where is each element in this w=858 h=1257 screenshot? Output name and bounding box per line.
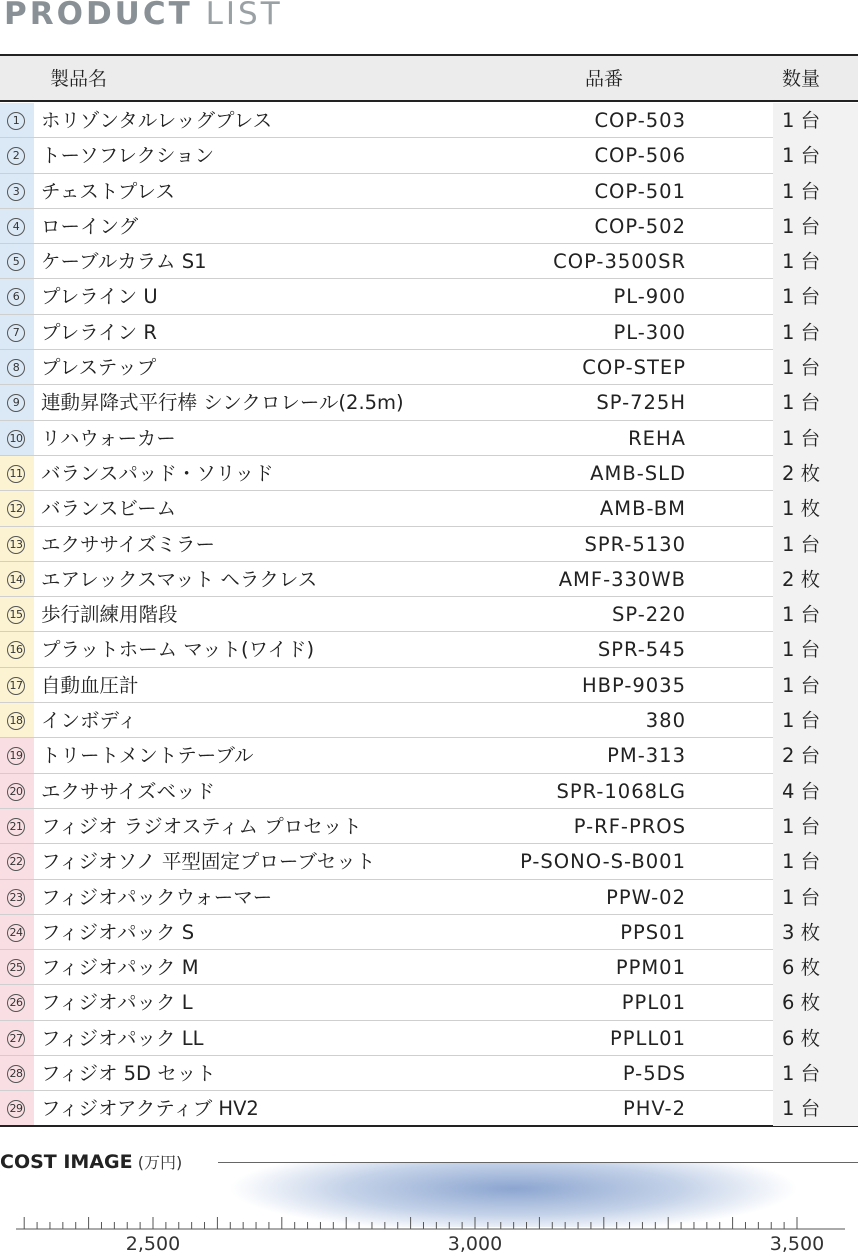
row-number: 2	[7, 147, 25, 165]
row-number: 19	[7, 747, 25, 765]
table-row	[0, 456, 858, 491]
cost-image-title: COST IMAGE	[0, 1151, 133, 1173]
product-name: プラットホーム マット(ワイド)	[41, 638, 315, 662]
table-row	[0, 421, 858, 456]
row-number: 23	[7, 889, 25, 907]
product-qty: 2 枚	[782, 567, 821, 591]
table-row	[0, 668, 858, 703]
product-code: 380	[645, 709, 686, 733]
product-code: PPLL01	[609, 1026, 686, 1050]
product-code: COP-STEP	[582, 356, 686, 380]
product-name: 自動血圧計	[41, 673, 139, 697]
product-qty: 1 台	[782, 1097, 821, 1121]
product-name: エクササイズミラー	[41, 532, 215, 556]
table-header	[0, 54, 858, 102]
table-row	[0, 1056, 858, 1091]
product-code: AMB-BM	[599, 497, 686, 521]
row-number: 4	[7, 218, 25, 236]
product-qty: 1 台	[782, 109, 821, 132]
product-code: SPR-1068LG	[556, 779, 686, 803]
table-row	[0, 1091, 858, 1126]
product-code: REHA	[628, 426, 686, 450]
header-name: 製品名	[50, 68, 108, 90]
cost-image-label	[0, 1150, 182, 1173]
product-qty: 1 台	[782, 179, 821, 203]
product-qty: 1 台	[782, 885, 821, 909]
table-row	[0, 809, 858, 844]
product-qty: 4 台	[782, 779, 821, 803]
product-name: トリートメントテーブル	[41, 744, 254, 768]
product-code: SP-725H	[596, 391, 686, 415]
row-number: 14	[7, 571, 25, 589]
table-row	[0, 527, 858, 562]
product-code: COP-501	[594, 179, 686, 203]
product-code: PPL01	[621, 991, 686, 1015]
table-row	[0, 244, 858, 279]
product-qty: 2 枚	[782, 461, 821, 485]
product-qty: 6 枚	[782, 991, 821, 1015]
row-number: 18	[7, 712, 25, 730]
row-number: 29	[7, 1100, 25, 1118]
row-number: 27	[7, 1030, 25, 1048]
product-code: COP-506	[594, 144, 686, 168]
row-number: 21	[7, 818, 25, 836]
product-code: COP-502	[594, 214, 686, 238]
product-qty: 1 台	[782, 638, 821, 662]
product-name: プレライン U	[41, 285, 158, 309]
page-title-light: LIST	[205, 0, 283, 32]
product-name: エクササイズベッド	[41, 779, 215, 803]
header-code: 品番	[585, 68, 624, 90]
row-number: 24	[7, 924, 25, 942]
axis-tick-label: 3,000	[447, 1233, 503, 1255]
row-number: 20	[7, 783, 25, 801]
product-code: SPR-545	[597, 638, 686, 662]
product-name: プレライン R	[41, 320, 157, 344]
row-number: 17	[7, 677, 25, 695]
row-number: 7	[7, 324, 25, 342]
product-qty: 3 枚	[782, 920, 821, 944]
header-qty: 数量	[782, 68, 821, 90]
row-number: 3	[7, 183, 25, 201]
product-code: AMB-SLD	[590, 461, 686, 485]
product-qty: 1 台	[782, 285, 821, 309]
row-number: 15	[7, 606, 25, 624]
product-code: COP-3500SR	[553, 250, 686, 274]
product-name: フィジオ 5D セット	[41, 1062, 216, 1086]
product-qty: 1 台	[782, 214, 821, 238]
table-row	[0, 350, 858, 385]
row-number: 5	[7, 253, 25, 271]
product-code: PL-900	[613, 285, 686, 309]
product-name: フィジオ ラジオスティム プロセット	[41, 814, 362, 838]
product-name: チェストプレス	[41, 179, 175, 203]
product-qty: 1 台	[782, 144, 821, 168]
product-qty: 1 台	[782, 391, 821, 415]
product-code: P-RF-PROS	[573, 814, 686, 838]
product-name: フィジオパック M	[41, 956, 199, 980]
row-number: 26	[7, 994, 25, 1012]
table-row	[0, 209, 858, 244]
product-qty: 1 台	[782, 1062, 821, 1086]
product-qty: 6 枚	[782, 956, 821, 980]
product-qty: 1 台	[782, 426, 821, 450]
table-row	[0, 174, 858, 209]
axis-tick-label: 3,500	[769, 1233, 825, 1255]
product-name: フィジオパック L	[41, 991, 193, 1015]
product-qty: 1 台	[782, 814, 821, 838]
table-row	[0, 315, 858, 350]
product-qty: 1 台	[782, 532, 821, 556]
row-number: 12	[7, 500, 25, 518]
product-qty: 1 台	[782, 320, 821, 344]
page-title	[4, 0, 283, 34]
table-row	[0, 385, 858, 420]
product-qty: 6 枚	[782, 1026, 821, 1050]
product-qty: 1 枚	[782, 497, 821, 521]
row-number: 1	[7, 112, 25, 130]
product-code: AMF-330WB	[558, 567, 686, 591]
product-code: PL-300	[613, 320, 686, 344]
table-row	[0, 491, 858, 526]
product-name: トーソフレクション	[41, 144, 215, 168]
row-number: 16	[7, 641, 25, 659]
table-row	[0, 880, 858, 915]
product-qty: 1 台	[782, 250, 821, 274]
product-code: SPR-5130	[584, 532, 686, 556]
table-row	[0, 279, 858, 314]
product-name: 歩行訓練用階段	[41, 603, 178, 627]
product-code: PPM01	[615, 956, 686, 980]
product-name: インボディ	[41, 709, 137, 733]
row-number: 13	[7, 536, 25, 554]
product-name: バランスビーム	[41, 497, 177, 521]
row-number: 22	[7, 853, 25, 871]
product-name: ホリゾンタルレッグプレス	[41, 109, 273, 132]
table-row	[0, 703, 858, 738]
cost-axis-ticks	[0, 1195, 858, 1231]
table-row	[0, 985, 858, 1020]
row-number: 9	[7, 394, 25, 412]
table-row	[0, 597, 858, 632]
axis-tick-label: 2,500	[125, 1233, 181, 1255]
table-row	[0, 103, 858, 138]
cost-axis	[0, 1195, 858, 1257]
product-code: PM-313	[607, 744, 686, 768]
row-number: 10	[7, 430, 25, 448]
product-code: PPS01	[620, 920, 686, 944]
product-name: プレステップ	[41, 356, 157, 380]
product-name: フィジオソノ 平型固定プローブセット	[41, 850, 376, 874]
product-name: ローイング	[41, 214, 139, 238]
product-code: HBP-9035	[581, 673, 686, 697]
product-name: バランスパッド・ソリッド	[41, 461, 274, 485]
row-number: 6	[7, 288, 25, 306]
product-qty: 1 台	[782, 603, 821, 627]
row-number: 11	[7, 465, 25, 483]
product-name: フィジオパックウォーマー	[41, 885, 273, 909]
product-code: P-SONO-S-B001	[520, 850, 686, 874]
table-row	[0, 1021, 858, 1056]
table-row	[0, 632, 858, 667]
product-name: 連動昇降式平行棒 シンクロレール(2.5m)	[41, 391, 404, 415]
row-number: 28	[7, 1065, 25, 1083]
product-code: SP-220	[612, 603, 686, 627]
product-qty: 1 台	[782, 709, 821, 733]
product-qty: 1 台	[782, 850, 821, 874]
product-name: フィジオパック S	[41, 920, 195, 944]
cost-image-unit: (万円)	[137, 1153, 183, 1172]
table-row	[0, 915, 858, 950]
product-name: エアレックスマット ヘラクレス	[41, 567, 318, 591]
product-name: フィジオアクティブ HV2	[41, 1097, 259, 1121]
table-row	[0, 844, 858, 879]
product-code: COP-503	[594, 109, 686, 132]
table-row	[0, 774, 858, 809]
table-row	[0, 950, 858, 985]
product-code: PHV-2	[622, 1097, 686, 1121]
table-row	[0, 138, 858, 173]
row-number: 25	[7, 959, 25, 977]
row-number: 8	[7, 359, 25, 377]
product-qty: 1 台	[782, 673, 821, 697]
product-name: フィジオパック LL	[41, 1026, 204, 1050]
page-title-bold: PRODUCT	[4, 0, 193, 32]
product-name: ケーブルカラム S1	[41, 250, 207, 274]
product-qty: 1 台	[782, 356, 821, 380]
product-name: リハウォーカー	[41, 426, 176, 450]
product-code: PPW-02	[606, 885, 686, 909]
table-row	[0, 738, 858, 773]
table-row	[0, 562, 858, 597]
product-table	[0, 103, 858, 1127]
product-code: P-5DS	[622, 1062, 686, 1086]
product-qty: 2 台	[782, 744, 821, 768]
